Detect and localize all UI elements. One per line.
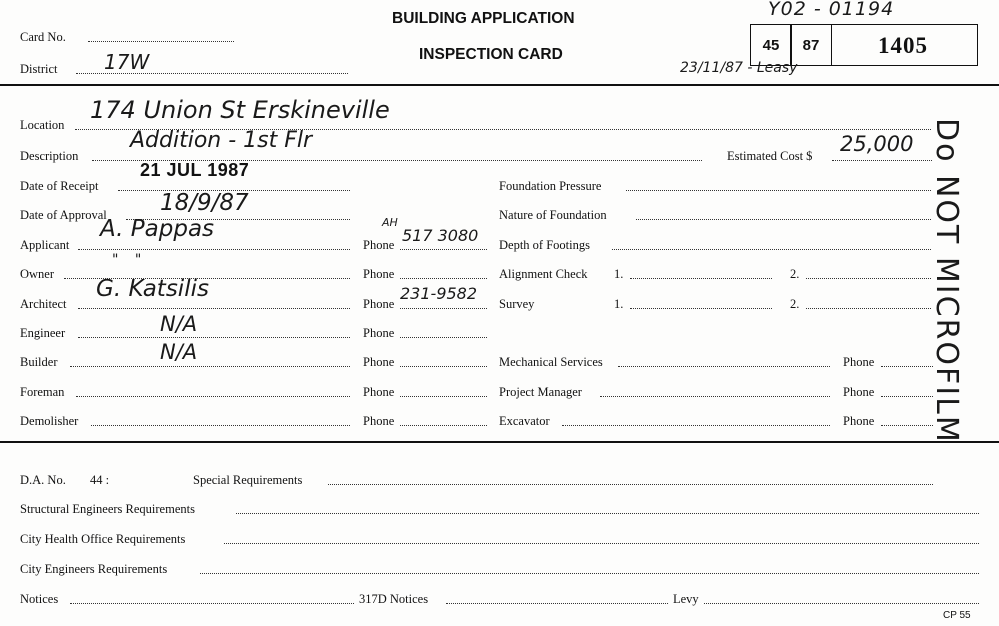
architect-field xyxy=(78,308,350,309)
mechanical-label: Mechanical Services xyxy=(499,355,603,369)
owner-phone-label: Phone xyxy=(363,267,395,281)
approval-label: Date of Approval xyxy=(20,208,107,222)
excavator-field xyxy=(562,425,830,426)
alignment-num1: 1. xyxy=(614,267,624,281)
depth-footings-label: Depth of Footings xyxy=(499,238,590,252)
demolisher-phone-label: Phone xyxy=(363,414,395,428)
mechanical-phone-label: Phone xyxy=(843,355,875,369)
engineer-value: N/A xyxy=(160,312,198,336)
header-divider xyxy=(0,84,999,86)
nature-foundation-field xyxy=(636,219,931,220)
estimated-cost-field xyxy=(832,160,932,161)
demolisher-field xyxy=(91,425,350,426)
applicant-phone-note: AH xyxy=(382,216,398,229)
alignment-label: Alignment Check xyxy=(499,267,588,281)
project-manager-label: Project Manager xyxy=(499,385,582,399)
project-manager-phone-label: Phone xyxy=(843,385,875,399)
alignment-field-2 xyxy=(806,278,931,279)
engineer-phone-field xyxy=(400,337,487,338)
architect-label: Architect xyxy=(20,297,67,311)
card-no-field xyxy=(88,41,234,42)
applicant-phone-value: 517 3080 xyxy=(402,226,479,245)
notices-317-field xyxy=(446,603,668,604)
city-eng-field xyxy=(200,573,979,574)
demolisher-label: Demolisher xyxy=(20,414,79,428)
survey-field-1 xyxy=(630,308,772,309)
excavator-phone-label: Phone xyxy=(843,414,875,428)
owner-value-ditto: " " xyxy=(112,252,148,268)
health-label: City Health Office Requirements xyxy=(20,532,186,546)
alignment-num2: 2. xyxy=(790,267,800,281)
notices-label: Notices xyxy=(20,592,59,606)
location-label: Location xyxy=(20,118,65,132)
box-87: 87 xyxy=(790,24,832,66)
handwritten-reference: Y02 - 01194 xyxy=(768,0,895,20)
district-label: District xyxy=(20,62,58,76)
nature-foundation-label: Nature of Foundation xyxy=(499,208,607,222)
architect-phone-value: 231-9582 xyxy=(400,284,478,303)
foreman-label: Foreman xyxy=(20,385,65,399)
mechanical-phone-field xyxy=(881,366,933,367)
applicant-phone-label: Phone xyxy=(363,238,395,252)
demolisher-phone-field xyxy=(400,425,487,426)
da-label: D.A. No. xyxy=(20,473,66,487)
da-value: 44 : xyxy=(90,473,110,487)
form-code: CP 55 xyxy=(943,610,971,621)
mechanical-field xyxy=(618,366,830,367)
architect-phone-field xyxy=(400,308,487,309)
description-value: Addition - 1st Flr xyxy=(130,128,313,153)
engineer-field xyxy=(78,337,350,338)
architect-phone-label: Phone xyxy=(363,297,395,311)
location-value: 174 Union St Erskineville xyxy=(90,96,390,124)
survey-num1: 1. xyxy=(614,297,624,311)
description-label: Description xyxy=(20,149,79,163)
builder-field xyxy=(70,366,350,367)
foreman-phone-field xyxy=(400,396,487,397)
owner-label: Owner xyxy=(20,267,55,281)
approval-value: 18/9/87 xyxy=(160,190,249,216)
section-divider xyxy=(0,441,999,443)
survey-field-2 xyxy=(806,308,931,309)
foundation-pressure-field xyxy=(626,190,931,191)
engineer-label: Engineer xyxy=(20,326,66,340)
depth-footings-field xyxy=(612,249,931,250)
builder-phone-field xyxy=(400,366,487,367)
applicant-value: A. Pappas xyxy=(100,216,215,242)
handwritten-date-note: 23/11/87 - Leasy xyxy=(680,60,798,76)
box-45: 45 xyxy=(750,24,792,66)
engineer-phone-label: Phone xyxy=(363,326,395,340)
excavator-label: Excavator xyxy=(499,414,550,428)
foreman-phone-label: Phone xyxy=(363,385,395,399)
notices-317-label: 317D Notices xyxy=(359,592,429,606)
special-field xyxy=(328,484,933,485)
form-title-line2: INSPECTION CARD xyxy=(419,46,563,63)
special-label: Special Requirements xyxy=(193,473,303,487)
form-title-line1: BUILDING APPLICATION xyxy=(392,10,575,27)
levy-label: Levy xyxy=(673,592,699,606)
project-manager-field xyxy=(600,396,830,397)
box-1405: 1405 xyxy=(878,33,928,58)
builder-label: Builder xyxy=(20,355,58,369)
estimated-cost-label: Estimated Cost $ xyxy=(727,149,813,163)
city-eng-label: City Engineers Requirements xyxy=(20,562,168,576)
builder-phone-label: Phone xyxy=(363,355,395,369)
card-no-label: Card No. xyxy=(20,30,66,44)
receipt-stamp: 21 JUL 1987 xyxy=(140,160,250,180)
levy-field xyxy=(704,603,979,604)
estimated-cost-value: 25,000 xyxy=(840,132,914,156)
structural-field xyxy=(236,513,979,514)
applicant-phone-field xyxy=(400,249,487,250)
receipt-label: Date of Receipt xyxy=(20,179,99,193)
alignment-field-1 xyxy=(630,278,772,279)
do-not-microfilm-note: Do NOT MICROFILM xyxy=(929,118,964,444)
applicant-label: Applicant xyxy=(20,238,70,252)
builder-value: N/A xyxy=(160,340,198,364)
district-value: 17W xyxy=(104,50,150,74)
owner-phone-field xyxy=(400,278,487,279)
foreman-field xyxy=(76,396,350,397)
notices-field xyxy=(70,603,354,604)
structural-label: Structural Engineers Requirements xyxy=(20,502,195,516)
survey-num2: 2. xyxy=(790,297,800,311)
excavator-phone-field xyxy=(881,425,933,426)
applicant-field xyxy=(78,249,350,250)
survey-label: Survey xyxy=(499,297,535,311)
health-field xyxy=(224,543,979,544)
project-manager-phone-field xyxy=(881,396,933,397)
foundation-pressure-label: Foundation Pressure xyxy=(499,179,602,193)
architect-value: G. Katsilis xyxy=(96,276,209,302)
